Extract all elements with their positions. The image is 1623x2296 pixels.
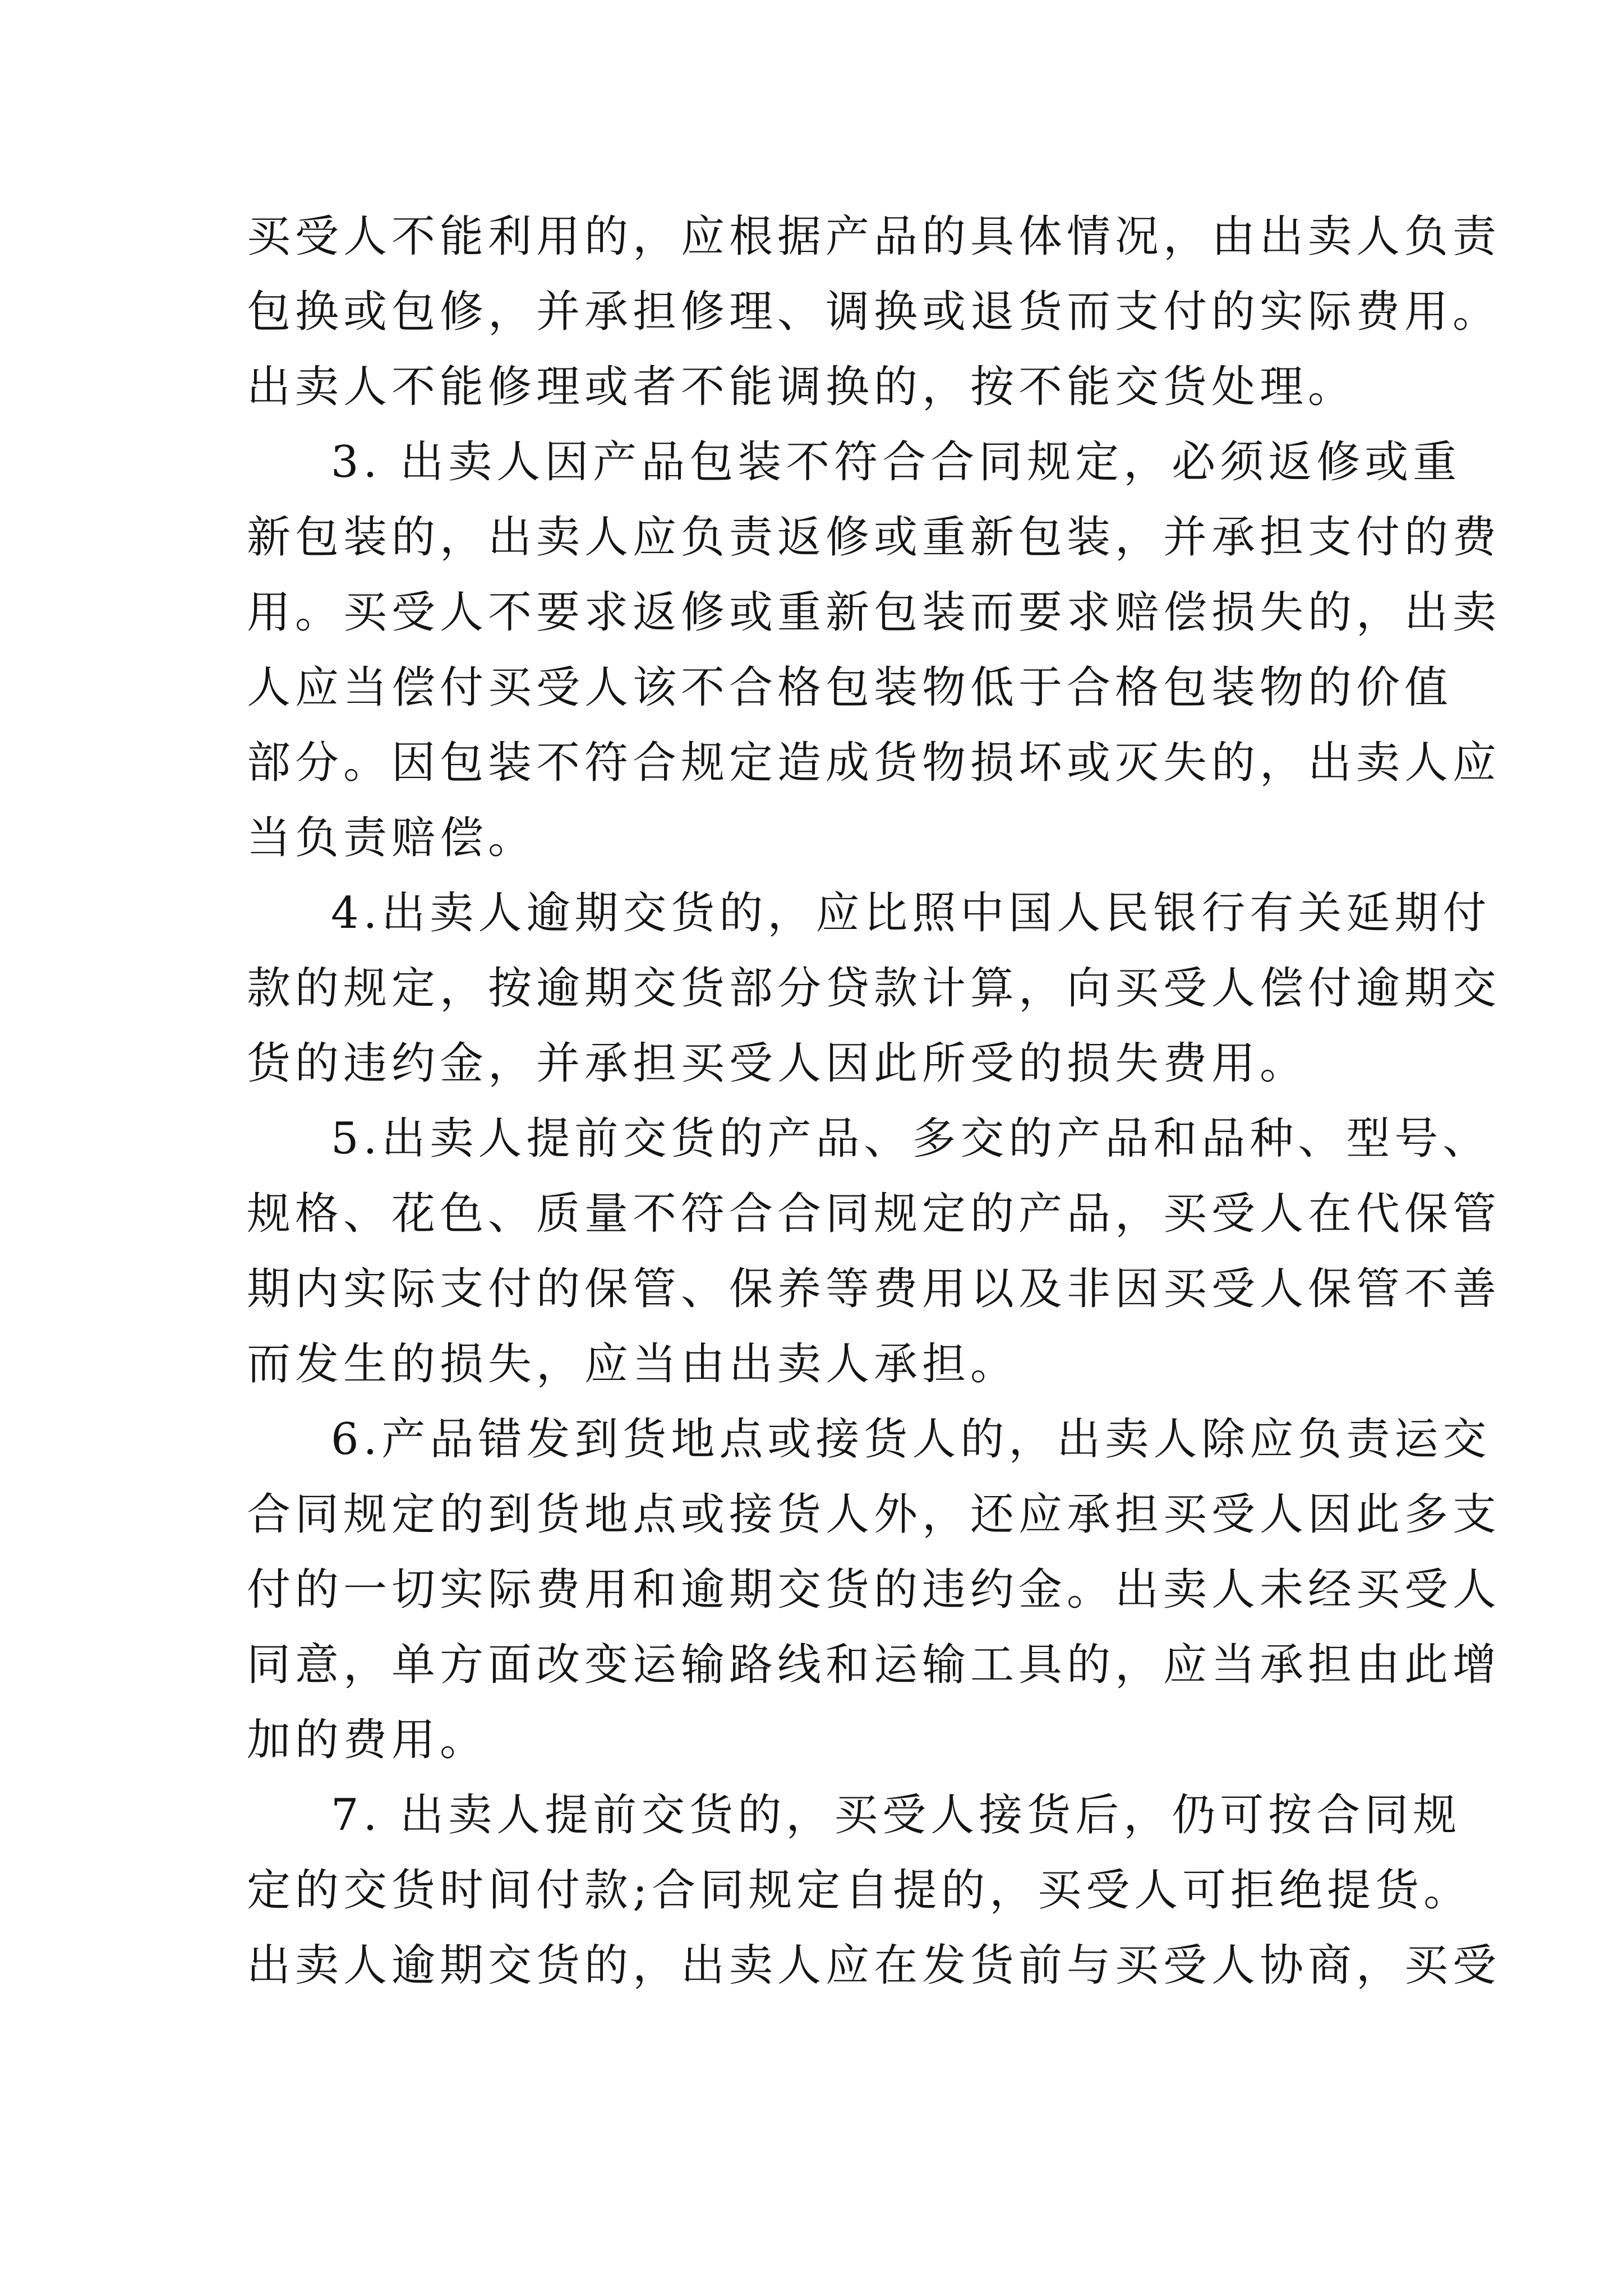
text-line: 当负责赔偿。 [247,813,537,863]
text-line: 货的违约金，并承担买受人因此所受的损失费用。 [247,1038,1308,1089]
paragraph-6-start: 6.产品错发到货地点或接货人的，出卖人除应负责运交 [331,1414,1491,1465]
document-body [247,199,1501,2003]
paragraph-7-start: 7. 出卖人提前交货的，买受人接货后，仍可按合同规 [331,1790,1461,1841]
text-line: 而发生的损失，应当由出卖人承担。 [247,1339,1019,1389]
paragraph-4-start: 4.出卖人逾期交货的，应比照中国人民银行有关延期付 [331,888,1491,938]
text-line: 部分。因包装不符合规定造成货物损坏或灭失的，出卖人应 [247,738,1501,788]
text-line: 用。买受人不要求返修或重新包装而要求赔偿损失的，出卖 [247,587,1501,638]
text-line: 合同规定的到货地点或接货人外，还应承担买受人因此多支 [247,1489,1501,1540]
paragraph-3-start: 3. 出卖人因产品包装不符合合同规定，必须返修或重 [331,437,1461,487]
text-line: 买受人不能利用的，应根据产品的具体情况，由出卖人负责 [247,211,1501,262]
text-line: 期内实际支付的保管、保养等费用以及非因买受人保管不善 [247,1264,1501,1314]
text-line: 同意，单方面改变运输路线和运输工具的，应当承担由此增 [247,1640,1501,1690]
text-line: 出卖人不能修理或者不能调换的，按不能交货处理。 [247,362,1357,412]
paragraph-5-start: 5.出卖人提前交货的产品、多交的产品和品种、型号、 [331,1114,1491,1164]
text-line: 付的一切实际费用和逾期交货的违约金。出卖人未经买受人 [247,1565,1501,1615]
text-line: 规格、花色、质量不符合合同规定的产品，买受人在代保管 [247,1189,1501,1239]
text-line: 加的费用。 [247,1715,488,1765]
text-line: 定的交货时间付款;合同规定自提的，买受人可拒绝提货。 [247,1865,1472,1916]
text-line: 人应当偿付买受人该不合格包装物低于合格包装物的价值 [247,662,1453,713]
text-line: 包换或包修，并承担修理、调换或退货而支付的实际费用。 [247,287,1501,337]
text-line: 出卖人逾期交货的，出卖人应在发货前与买受人协商，买受 [247,1940,1501,1991]
text-line: 新包装的，出卖人应负责返修或重新包装，并承担支付的费 [247,512,1501,563]
text-line: 款的规定，按逾期交货部分贷款计算，向买受人偿付逾期交 [247,963,1501,1014]
